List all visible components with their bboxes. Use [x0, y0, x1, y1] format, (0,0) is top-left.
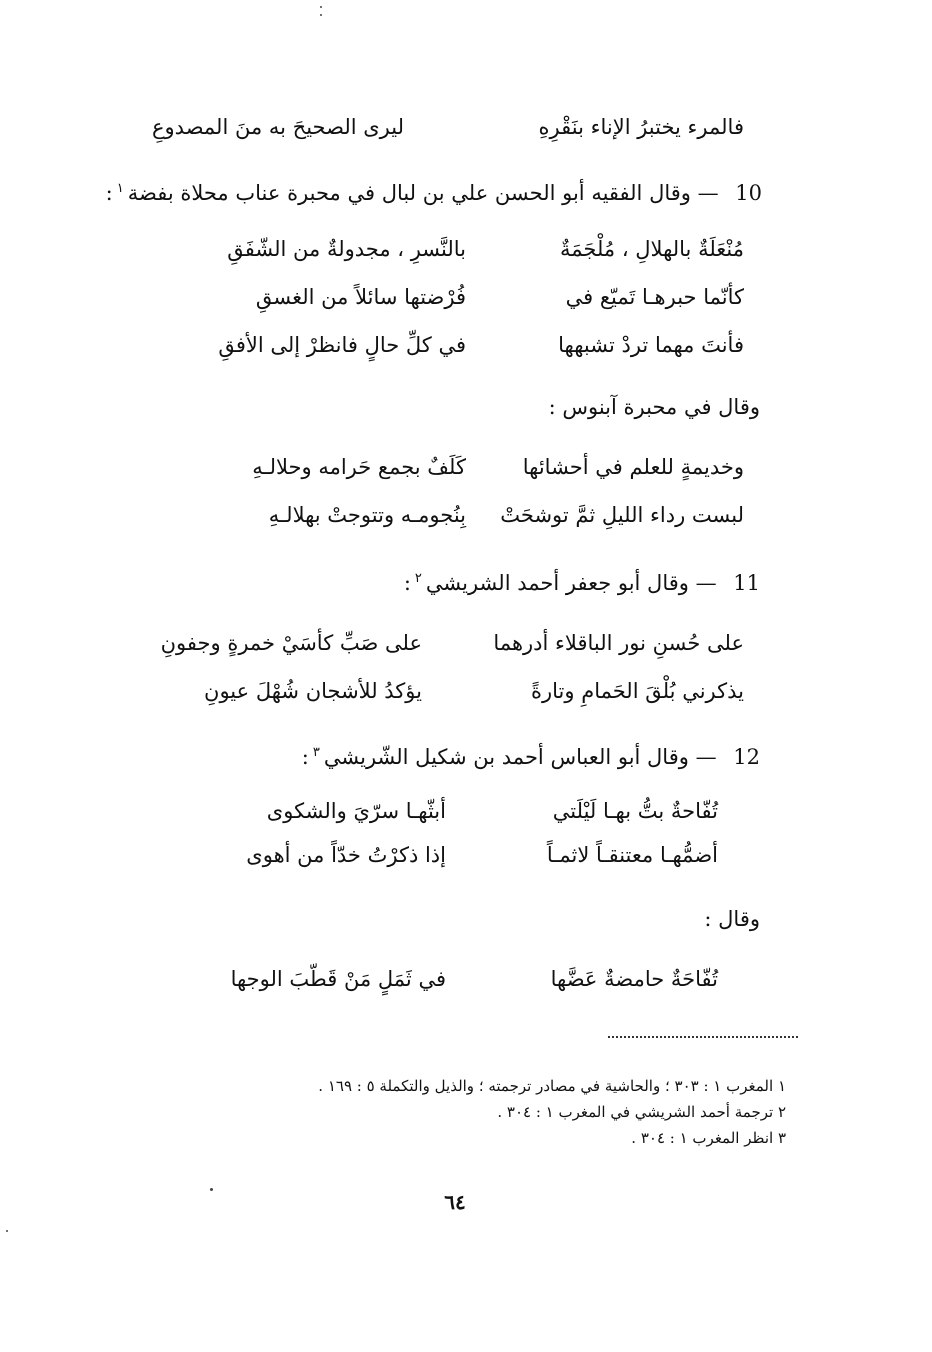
item-10-number: 10 — [735, 181, 762, 205]
page-number: ٦٤ — [444, 1190, 466, 1214]
intro-last: وقال : — [704, 907, 760, 931]
scan-speck — [210, 1188, 213, 1191]
scan-speck — [320, 14, 322, 16]
poem-10-line-3-h2: في كلِّ حالٍ فانظرْ إلى الأفقِ — [218, 333, 466, 357]
poem-abanus-line-2-h1: لبست رداء الليلِ ثمَّ توشحَتْ — [500, 503, 744, 527]
poem-12-line-1-h2: أبثّهـا سرّيَ والشكوى — [266, 799, 446, 823]
poem-abanus-line-2-h2: بِنُجومـه وتتوجتْ بهلالـهِ — [268, 503, 466, 527]
poem-11-line-2-h1: يذكرني بُلْقَ الحَمامِ وتارةً — [531, 679, 744, 703]
footnote-3: ٣ انظر المغرب ١ : ٣٠٤ . — [631, 1129, 786, 1147]
footnote-2: ٢ ترجمة أحمد الشريشي في المغرب ١ : ٣٠٤ . — [497, 1103, 786, 1121]
item-12-number: 12 — [733, 745, 760, 769]
footnote-separator — [608, 1036, 798, 1038]
poem-10-line-2-h2: فُرْضتها سائلاً من الغسقِ — [255, 285, 466, 309]
poem-last-line-1-h2: في ثَمَلٍ مَنْ قَطّبَ الوجها — [230, 967, 446, 991]
item-10-colon: : — [105, 181, 113, 205]
item-11-text: — وقال أبو جعفر أحمد الشريشي — [425, 571, 717, 595]
poem-10-line-2-h1: كأنّما حبرهـا تَميّع في — [565, 285, 744, 309]
poem-12-line-2-h1: أضمُّهـا معتنقـاً لاثمـاً — [546, 843, 718, 867]
verse-1-first-hemistich: فالمرء يختبرُ الإناء بنَقْرِهِ — [538, 115, 744, 139]
footnote-ref-3: ٣ — [312, 745, 320, 760]
poem-last-line-1-h1: تُفّاحَةٌ حامضةٌ عَضَّها — [550, 967, 718, 991]
poem-10-line-3-h1: فأنتَ مهما تردْ تشبهها — [558, 333, 744, 357]
poem-12-line-2-h2: إذا ذكرْتُ خدّاً من أهوى — [246, 843, 446, 867]
item-12-colon: : — [301, 745, 309, 769]
item-12-text: — وقال أبو العباس أحمد بن شكيل الشّريشي — [323, 745, 717, 769]
item-10-text: — وقال الفقيه أبو الحسن علي بن لبال في محبرة عناب محلاة بفضة — [127, 181, 719, 205]
verse-1-second-hemistich: ليرى الصحيحَ به منَ المصدوعِ — [152, 115, 404, 139]
poem-10-line-1-h2: بالنَّسرِ ، مجدولةٌ من الشّفَقِ — [227, 237, 466, 261]
intro-abanus: وقال في محبرة آبنوس : — [548, 395, 760, 419]
footnote-ref-2: ٢ — [414, 571, 422, 586]
item-11-number: 11 — [733, 571, 760, 595]
item-12-heading — [302, 738, 760, 772]
scan-speck — [320, 6, 322, 8]
item-11-heading — [404, 564, 760, 598]
poem-10-line-1-h1: مُنْعَلَةٌ بالهلالِ ، مُلْجَمَةٌ — [560, 237, 744, 261]
scan-speck — [6, 1230, 8, 1232]
item-11-colon: : — [403, 571, 411, 595]
poem-11-line-1-h1: على حُسنِ نور الباقلاء أدرهما — [493, 631, 744, 655]
item-10-heading — [106, 174, 762, 208]
footnote-ref-1: ١ — [116, 181, 124, 196]
poem-11-line-1-h2: على صَبِّ كأسَيْ خمرةٍ وجفونِ — [160, 631, 422, 655]
poem-abanus-line-1-h2: كَلَفٌ بجمع حَرامه وحلالـهِ — [252, 455, 466, 479]
footnote-1: ١ المغرب ١ : ٣٠٣ ؛ والحاشية في مصادر ترجمته ؛ والذيل والتكملة ٥ : ١٦٩ . — [318, 1077, 786, 1095]
poem-11-line-2-h2: يؤكدُ للأشجان شُهْلَ عيونِ — [204, 679, 422, 703]
poem-abanus-line-1-h1: وخديمةٍ للعلم في أحشائها — [522, 455, 744, 479]
poem-12-line-1-h1: تُفّاحةٌ بتُّ بهـا لَيْلَتي — [552, 799, 718, 823]
